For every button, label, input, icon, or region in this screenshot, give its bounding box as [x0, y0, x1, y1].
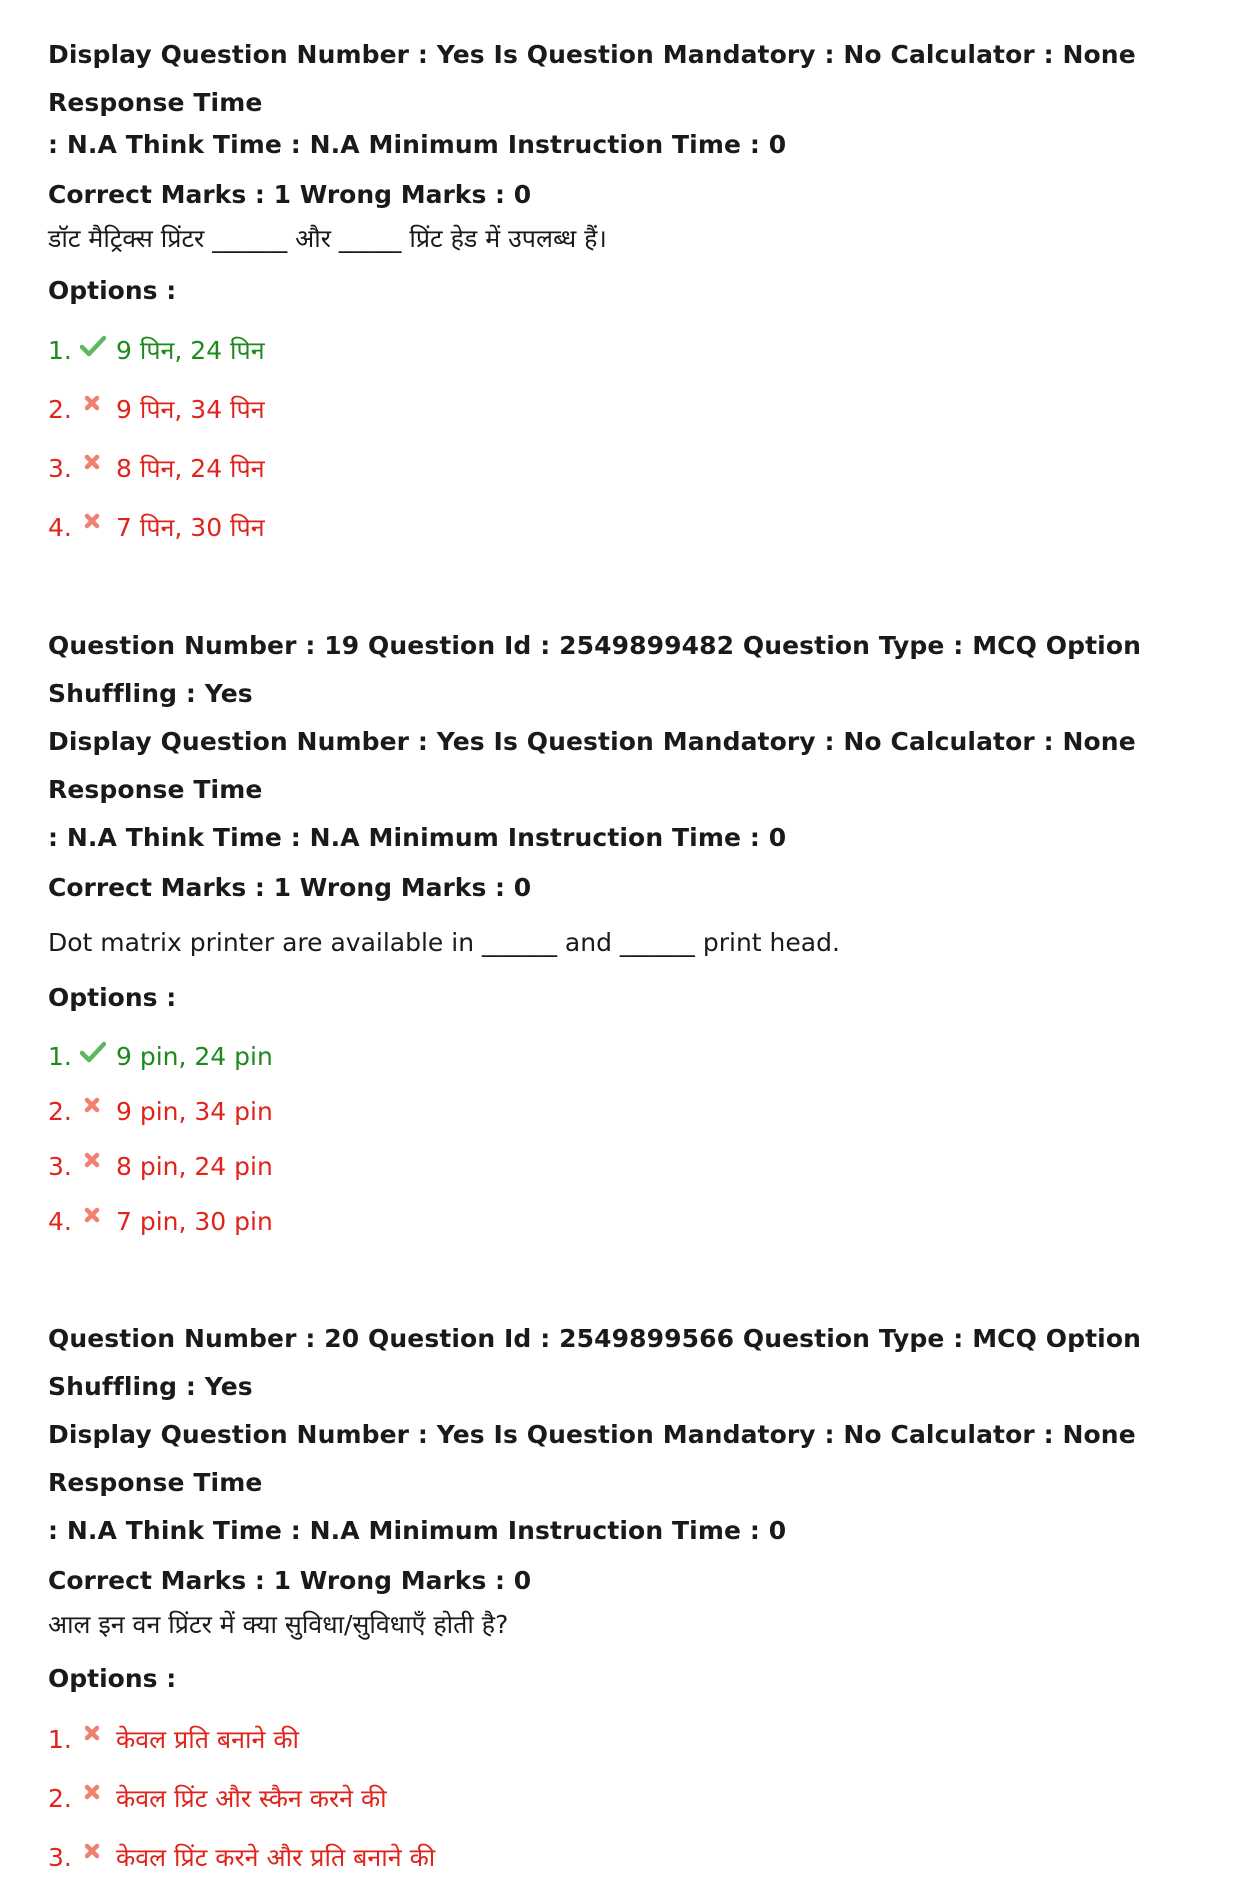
- option-item: [48, 1029, 1198, 1084]
- option-number: 1.: [48, 1724, 72, 1754]
- option-item: [48, 1139, 1198, 1194]
- cross-icon: [80, 512, 106, 534]
- option-item: [48, 498, 1198, 557]
- option-number: 2.: [48, 1783, 72, 1813]
- option-number: 2.: [48, 1096, 72, 1126]
- option-number: 2.: [48, 394, 72, 424]
- question-meta-line: : N.A Think Time : N.A Minimum Instruction Time : 0: [48, 130, 787, 159]
- option-text: 9 पिन, 34 पिन: [116, 394, 265, 424]
- question-paper: [48, 40, 1198, 1887]
- question-20-block: [48, 1315, 1198, 1887]
- question-meta-line: Display Question Number : Yes Is Question Mandatory : No Calculator : None Response Time: [48, 727, 1136, 804]
- check-icon: [80, 1041, 106, 1063]
- option-text: केवल प्रिंट करने और प्रति बनाने की: [116, 1842, 436, 1872]
- option-text: 8 पिन, 24 पिन: [116, 453, 265, 483]
- cross-icon: [80, 453, 106, 475]
- question-text: Dot matrix printer are available in ______ and ______ print head.: [48, 928, 840, 957]
- question-meta-line: Question Number : 19 Question Id : 2549899482 Question Type : MCQ Option Shuffling : Yes: [48, 631, 1142, 708]
- marks-line: Correct Marks : 1 Wrong Marks : 0: [48, 873, 532, 902]
- option-item: [48, 439, 1198, 498]
- question-19-block: [48, 622, 1198, 1249]
- option-item: [48, 1084, 1198, 1139]
- option-number: 3.: [48, 1151, 72, 1181]
- cross-icon: [80, 1096, 106, 1118]
- question-meta-line: Display Question Number : Yes Is Question Mandatory : No Calculator : None Response Time: [48, 40, 1136, 117]
- option-number: 3.: [48, 1842, 72, 1872]
- option-text: 9 पिन, 24 पिन: [116, 335, 265, 365]
- option-number: 4.: [48, 1206, 72, 1236]
- question-meta-line: Display Question Number : Yes Is Question Mandatory : No Calculator : None Response Time: [48, 1420, 1136, 1497]
- cross-icon: [80, 1842, 106, 1864]
- cross-icon: [80, 1151, 106, 1173]
- option-number: 1.: [48, 335, 72, 365]
- question-text: डॉट मैट्रिक्स प्रिंटर ______ और _____ प्रिंट हेड में उपलब्ध हैं।: [48, 224, 607, 253]
- option-text: 8 pin, 24 pin: [116, 1151, 273, 1181]
- cross-icon: [80, 1724, 106, 1746]
- options-list: [48, 321, 1198, 557]
- option-item: [48, 1769, 1198, 1828]
- option-number: 3.: [48, 453, 72, 483]
- option-text: 7 पिन, 30 पिन: [116, 512, 265, 542]
- marks-line: Correct Marks : 1 Wrong Marks : 0: [48, 1566, 532, 1595]
- question-meta-line: Question Number : 20 Question Id : 2549899566 Question Type : MCQ Option Shuffling : Yes: [48, 1324, 1142, 1401]
- option-text: 9 pin, 34 pin: [116, 1096, 273, 1126]
- option-text: केवल प्रति बनाने की: [116, 1724, 300, 1754]
- question-18-block: [48, 31, 1198, 557]
- options-list: [48, 1710, 1198, 1887]
- marks-line: Correct Marks : 1 Wrong Marks : 0: [48, 180, 532, 209]
- option-number: 1.: [48, 1041, 72, 1071]
- option-item: [48, 321, 1198, 380]
- option-item: [48, 1828, 1198, 1887]
- question-meta-line: : N.A Think Time : N.A Minimum Instruction Time : 0: [48, 1516, 787, 1545]
- option-item: [48, 380, 1198, 439]
- option-item: [48, 1194, 1198, 1249]
- options-label: Options :: [48, 983, 177, 1012]
- option-item: [48, 1710, 1198, 1769]
- option-text: 9 pin, 24 pin: [116, 1041, 273, 1071]
- cross-icon: [80, 1783, 106, 1805]
- option-text: 7 pin, 30 pin: [116, 1206, 273, 1236]
- option-number: 4.: [48, 512, 72, 542]
- question-meta-line: : N.A Think Time : N.A Minimum Instruction Time : 0: [48, 823, 787, 852]
- options-label: Options :: [48, 276, 177, 305]
- check-icon: [80, 335, 106, 357]
- options-list: [48, 1029, 1198, 1249]
- option-text: केवल प्रिंट और स्कैन करने की: [116, 1783, 387, 1813]
- options-label: Options :: [48, 1664, 177, 1693]
- cross-icon: [80, 394, 106, 416]
- cross-icon: [80, 1206, 106, 1228]
- question-text: आल इन वन प्रिंटर में क्या सुविधा/सुविधाएँ होती है?: [48, 1610, 509, 1639]
